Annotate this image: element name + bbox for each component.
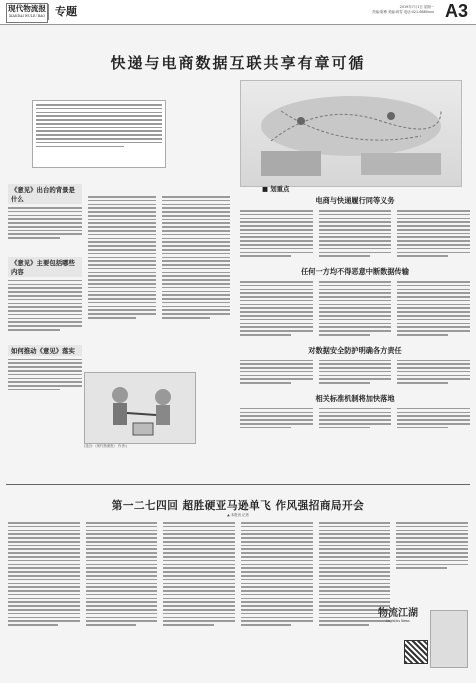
column-logo-en: Logistics News [386,619,410,623]
column-logo-cn: 物流江湖 [378,608,418,619]
column-logo [370,604,426,624]
text-column [162,196,230,319]
section-label: 专题 [48,4,83,20]
section-heading: 电商与快递履行同等义务 [315,196,395,205]
brand-sub: XIANDAI WULIU BAO [8,14,46,18]
author-portrait [430,610,468,668]
page-title: 快递与电商数据互联共享有章可循 [110,55,366,72]
lead-text-lines [36,104,162,147]
page-number: A3 [444,1,468,21]
right-column [240,196,470,428]
section-heading: 如何推动《意见》落实 [8,345,82,356]
cartoon-graphic [85,373,195,443]
article-title: 第一二七四回 超胜硬亚马逊单飞 作风强招商局开会 [111,500,365,512]
date-line [372,4,434,14]
cartoon-illustration [84,372,196,444]
focus-label-text: 划重点 [270,185,290,193]
section-heading: 对数据安全防护明确各方责任 [308,345,402,355]
editor-contacts: 责编:陈博 美编:蒋雪 电话:021-6880xxx [372,10,434,14]
section-heading: 《意见》出台的背景是什么 [8,184,82,204]
qr-code-icon[interactable] [404,640,428,664]
focus-label: ■ 划重点 [262,185,290,193]
section-heading: 任何一方均不得恶意中断数据传输 [301,266,409,276]
text-column [88,196,156,319]
brand-name: 现代物流报 [8,4,46,13]
section-divider [6,484,470,485]
cartoon-caption: (选自:《现代物流报》 作者:) [84,444,128,448]
section-heading: 相关标准机制将加快落地 [315,393,395,403]
hero-map-illustration [240,80,462,187]
article-byline: ▲ 本报讯 记者 [227,513,249,517]
section-heading: 《意见》主要包括哪些内容 [8,257,82,277]
issue-date: 2019年7月1日 星期一 [399,5,434,9]
newspaper-logo [6,3,48,23]
world-map-graphic [241,81,461,186]
left-column [8,184,82,390]
lead-summary-box [32,100,166,168]
